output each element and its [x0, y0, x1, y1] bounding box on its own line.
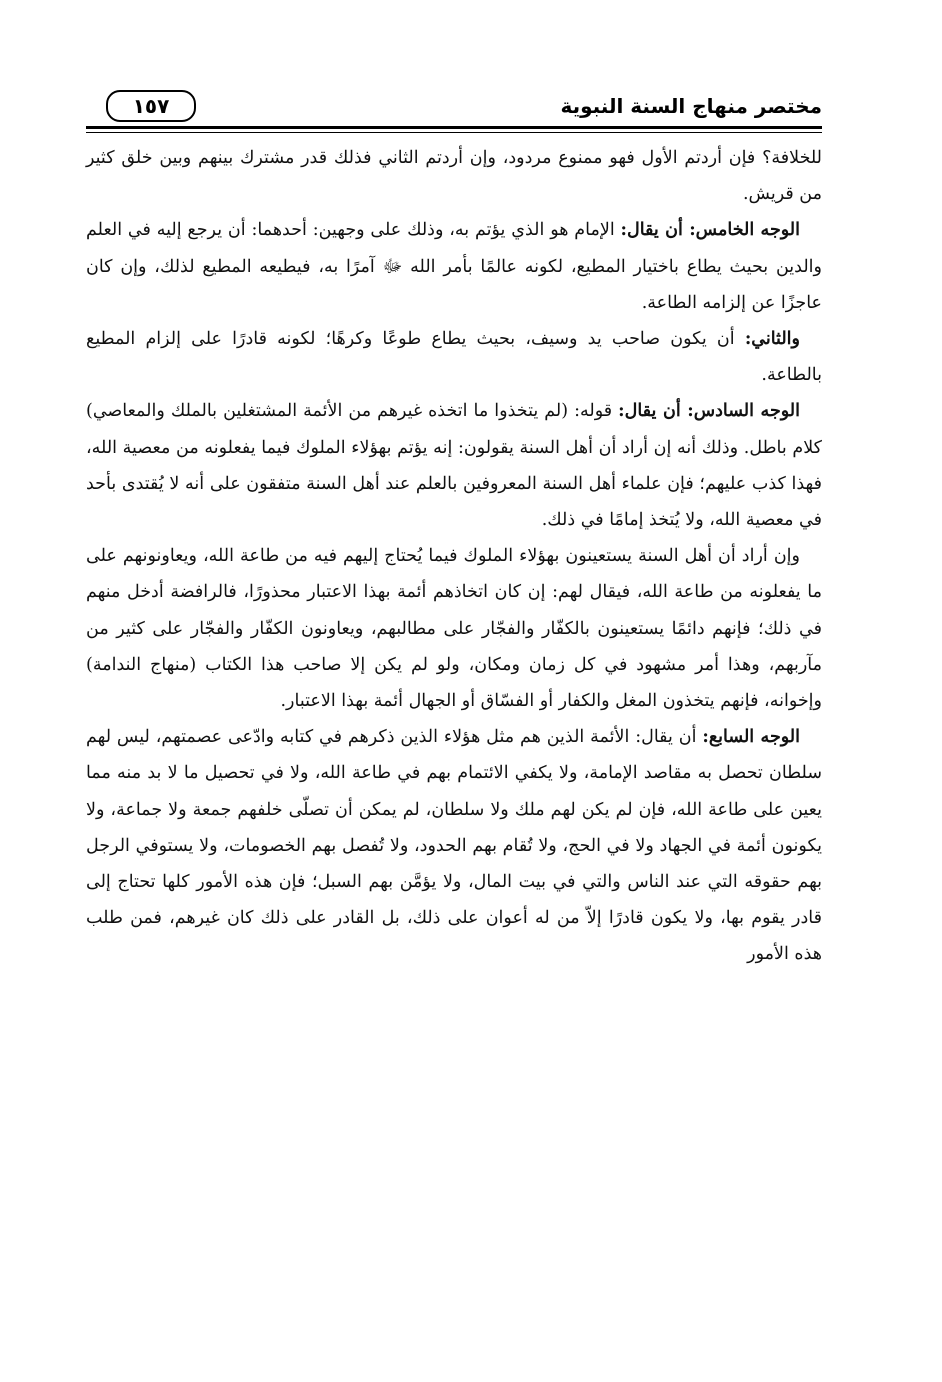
- paragraph: [86, 321, 822, 393]
- paragraph-text: للخلافة؟ فإن أردتم الأول فهو ممنوع مردود، وإن أردتم الثاني فذلك قدر مشترك بينهم وبين خلق كثير من قريش.: [86, 148, 822, 205]
- paragraph-text: وإن أراد أن أهل السنة يستعينون بهؤلاء الملوك فيما يُحتاج إليهم فيه من طاعة الله، ويعاونونهم على ما يفعلونه من طاعة الله، فيقال لهم: إن كان اتخاذهم أئمة بهذا الاعتبار محذورًا، فالرافضة أدخل منهم في ذلك؛ فإنهم دائمًا يستعينون بالكفّار والفجّار على مطالبهم، ويعاونون الكفّار والفجّار على كثير من مآربهم، وهذا أمر مشهود في كل زمان ومكان، ولو لم يكن إلا صاحب هذا الكتاب (منهاج الندامة) وإخوانه، فإنهم يتخذون المغل والكفار أو الفسّاق أو الجهال أئمة بهذا الاعتبار.: [86, 546, 822, 712]
- paragraph-lead: الوجه السابع:: [702, 727, 800, 748]
- paragraph-text: أن يكون صاحب يد وسيف، بحيث يطاع طوعًا وكرهًا؛ لكونه قادرًا على إلزام المطيع بالطاعة.: [86, 329, 822, 386]
- page-header: [86, 84, 822, 128]
- header-rule-thin: [86, 132, 822, 133]
- paragraph: [86, 538, 822, 719]
- paragraph-text: قوله: (لم يتخذوا ما اتخذه غيرهم من الأئمة المشتغلين بالملك والمعاصي) كلام باطل. وذلك أنه إن أراد أن أهل السنة يقولون: إنه يؤتم بهؤلاء الملوك فيما يفعلونه من معصية الله، فهذا كذب عليهم؛ فإن علماء أهل السنة المعروفين بالعلم عند أهل السنة متفقون على أنه لا يُقتدى بأحد في معصية الله، ولا يُتخذ إمامًا في ذلك.: [86, 401, 822, 531]
- running-title: مختصر منهاج السنة النبوية: [560, 94, 822, 118]
- paragraph: [86, 140, 822, 212]
- page-number-badge: ١٥٧: [106, 90, 196, 122]
- body-text: [86, 140, 822, 973]
- paragraph-text: الإمام هو الذي يؤتم به، وذلك على وجهين: أحدهما: أن يرجع إليه في العلم والدين بحيث يطاع باختيار المطيع، لكونه عالمًا بأمر الله ﷻ آمرًا به، فيطيعه المطيع لذلك، وإن كان عاجزًا عن إلزامه الطاعة.: [86, 220, 822, 313]
- header-rule: [86, 126, 822, 129]
- paragraph-text: أن يقال: الأئمة الذين هم مثل هؤلاء الذين ذكرهم في كتابه وادّعى عصمتهم، ليس لهم سلطان تحصل به مقاصد الإمامة، ولا يكفي الائتمام بهم في طاعة الله، ولا في تحصيل ما لا بد منه مما يعين على طاعة الله، فإن لم يكن لهم ملك ولا سلطان، لم يمكن أن تصلّى خلفهم جمعة ولا جماعة، ولا يكونون أئمة في الجهاد ولا في الحج، ولا تُقام بهم الحدود، ولا تُفصل بهم الخصومات، ولا يستوفي الرجل بهم حقوقه التي عند الناس والتي في بيت المال، ولا يؤمَّن بهم السبل؛ فإن هذه الأمور كلها تحتاج إلى قادر يقوم بها، ولا يكون قادرًا إلاّ من له أعوان على ذلك، بل القادر على ذلك كان غيرهم، فمن طلب هذه الأمور: [86, 727, 822, 965]
- paragraph: [86, 212, 822, 321]
- paragraph-lead: الوجه السادس: أن يقال:: [618, 401, 800, 422]
- paragraph-lead: الوجه الخامس: أن يقال:: [620, 220, 800, 241]
- paragraph: [86, 393, 822, 538]
- paragraph-lead: والثاني:: [744, 329, 800, 350]
- paragraph: [86, 719, 822, 972]
